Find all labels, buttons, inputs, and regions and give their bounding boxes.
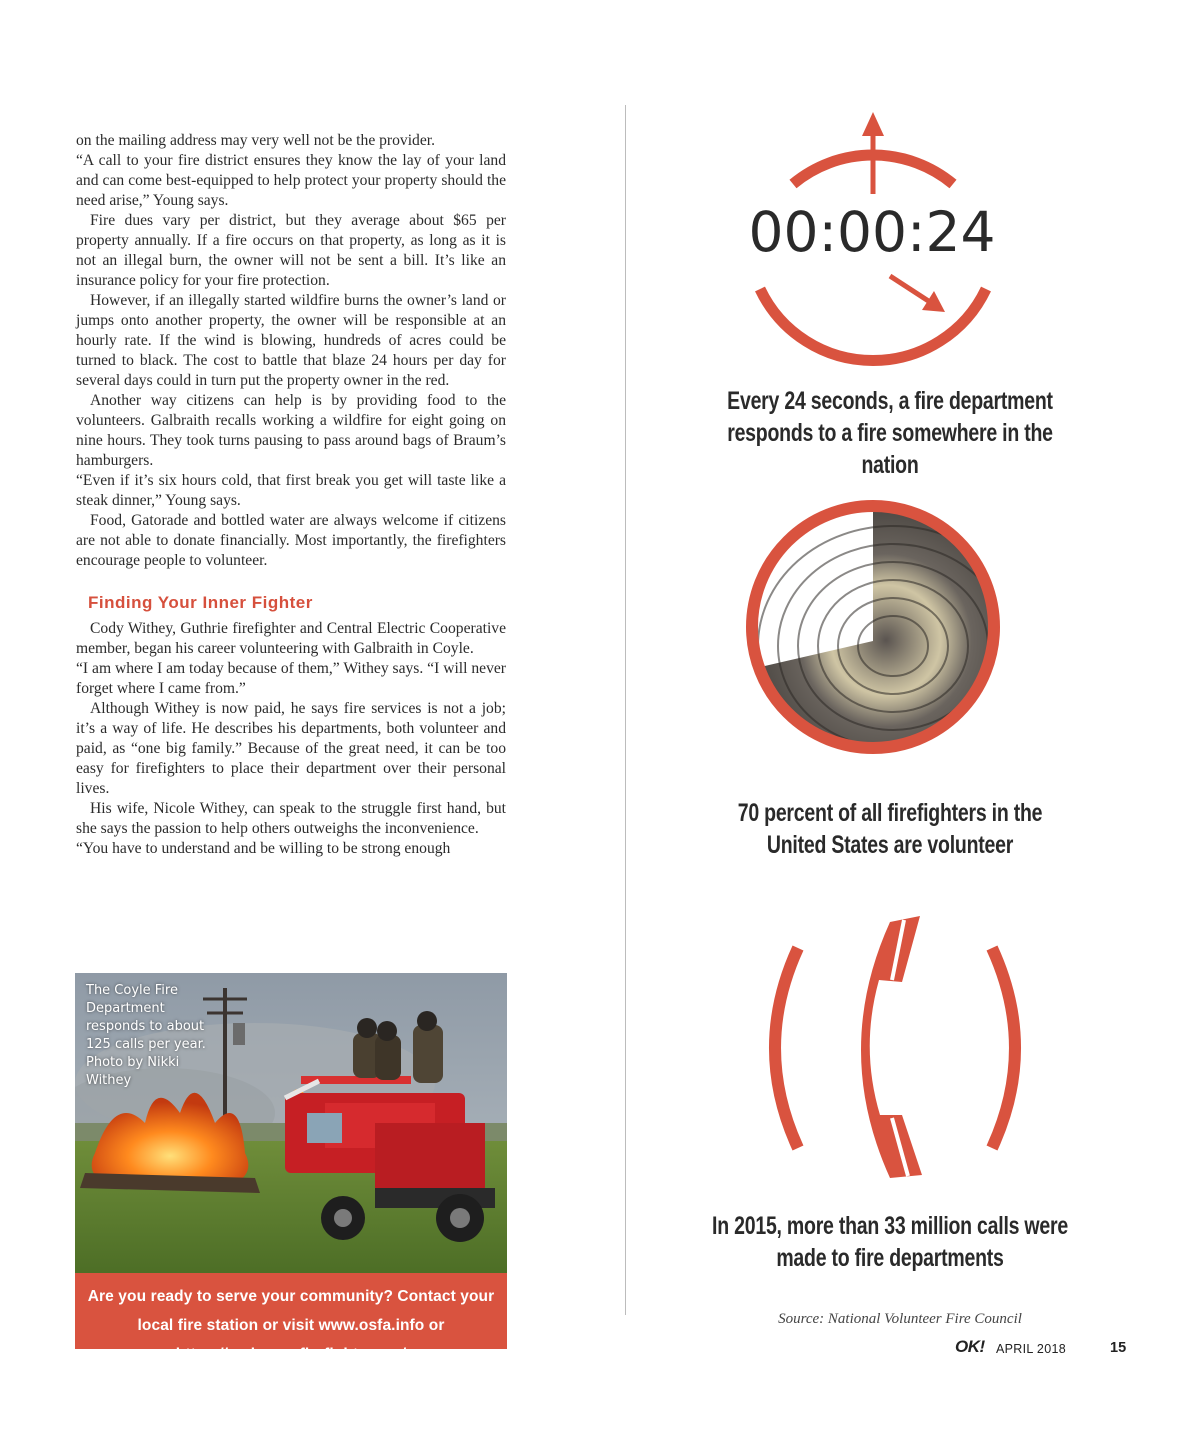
article-paragraph: His wife, Nicole Withey, can speak to the struggle first hand, but she says the passion to help others outweighs the inconvenience.	[76, 800, 506, 837]
article-paragraph: Fire dues vary per district, but they average about $65 per property annually. If a fire occurs on that property, as long as it is not an illegal burn, the owner will not be sent a bill. It’s like an insurance policy for your fire protection.	[76, 212, 506, 289]
issue-date: APRIL 2018	[996, 1342, 1066, 1356]
fire-hose-icon	[743, 496, 1003, 758]
stat-response-time: Every 24 seconds, a fire department responds to a fire somewhere in the nation	[727, 387, 1053, 479]
photo-caption: The Coyle Fire Department responds to about 125 calls per year. Photo by Nikki Withey	[86, 983, 206, 1088]
article-paragraph: “Even if it’s six hours cold, that first break you get will taste like a steak dinner,” Young says.	[76, 472, 506, 509]
photo-feature	[75, 973, 507, 1363]
article-column	[76, 131, 506, 859]
section-heading: Finding Your Inner Fighter	[88, 593, 313, 612]
article-paragraph: Cody Withey, Guthrie firefighter and Central Electric Cooperative member, began his career volunteering with Galbraith in Coyle.	[76, 620, 506, 657]
source-credit: Source: National Volunteer Fire Council	[778, 1311, 1022, 1327]
article-paragraph: “I am where I am today because of them,” Withey says. “I will never forget where I came from.”	[76, 660, 506, 697]
stat-volunteer-percent: 70 percent of all firefighters in the United States are volunteer	[737, 799, 1043, 859]
article-paragraph: Another way citizens can help is by providing food to the volunteers. Galbraith recalls working a wildfire for eight going on nine hours. They took turns pausing to pass around bags of Braum’s hamburgers.	[76, 392, 506, 469]
timer-readout: 00:00:24	[748, 200, 996, 264]
stat-annual-calls: In 2015, more than 33 million calls were made to fire departments	[712, 1212, 1068, 1272]
article-paragraph: Food, Gatorade and bottled water are always welcome if citizens are not able to donate financially. Most importantly, the firefighters encourage people to volunteer.	[76, 512, 506, 569]
magazine-logo: OK!	[955, 1337, 985, 1356]
volunteer-call-to-action	[75, 1273, 507, 1363]
article-paragraph: “A call to your fire district ensures they know the lay of your land and can come best-equipped to help protect your property should the need arise,” Young says.	[76, 152, 506, 209]
article-paragraphs-top	[76, 131, 506, 571]
article-paragraph: on the mailing address may very well not be the provider.	[76, 132, 435, 149]
column-divider	[625, 105, 626, 1315]
article-paragraph: Although Withey is now paid, he says fire services is not a job; it’s a way of life. He describes his departments, both volunteer and paid, as “one big family.” Because of the great need, it can be too easy for firefighters to place their department over their personal lives.	[76, 700, 506, 797]
page-number: 15	[1110, 1340, 1127, 1356]
article-paragraph: However, if an illegally started wildfire burns the owner’s land or jumps onto another property, the owner will be responsible at an hourly rate. If the wind is blowing, hundreds of acres could be turned to black. The cost to battle that blaze 24 hours per day for several days could in turn put the property owner in the red.	[76, 292, 506, 389]
article-paragraph: “You have to understand and be willing to be strong enough	[76, 840, 451, 857]
article-paragraphs-bottom	[76, 619, 506, 859]
cta-text: Are you ready to serve your community? Contact your local fire station or visit www.osfa.info or https://makemeafirefighter.org/	[87, 1288, 495, 1363]
phone-call-icon	[752, 910, 1038, 1186]
